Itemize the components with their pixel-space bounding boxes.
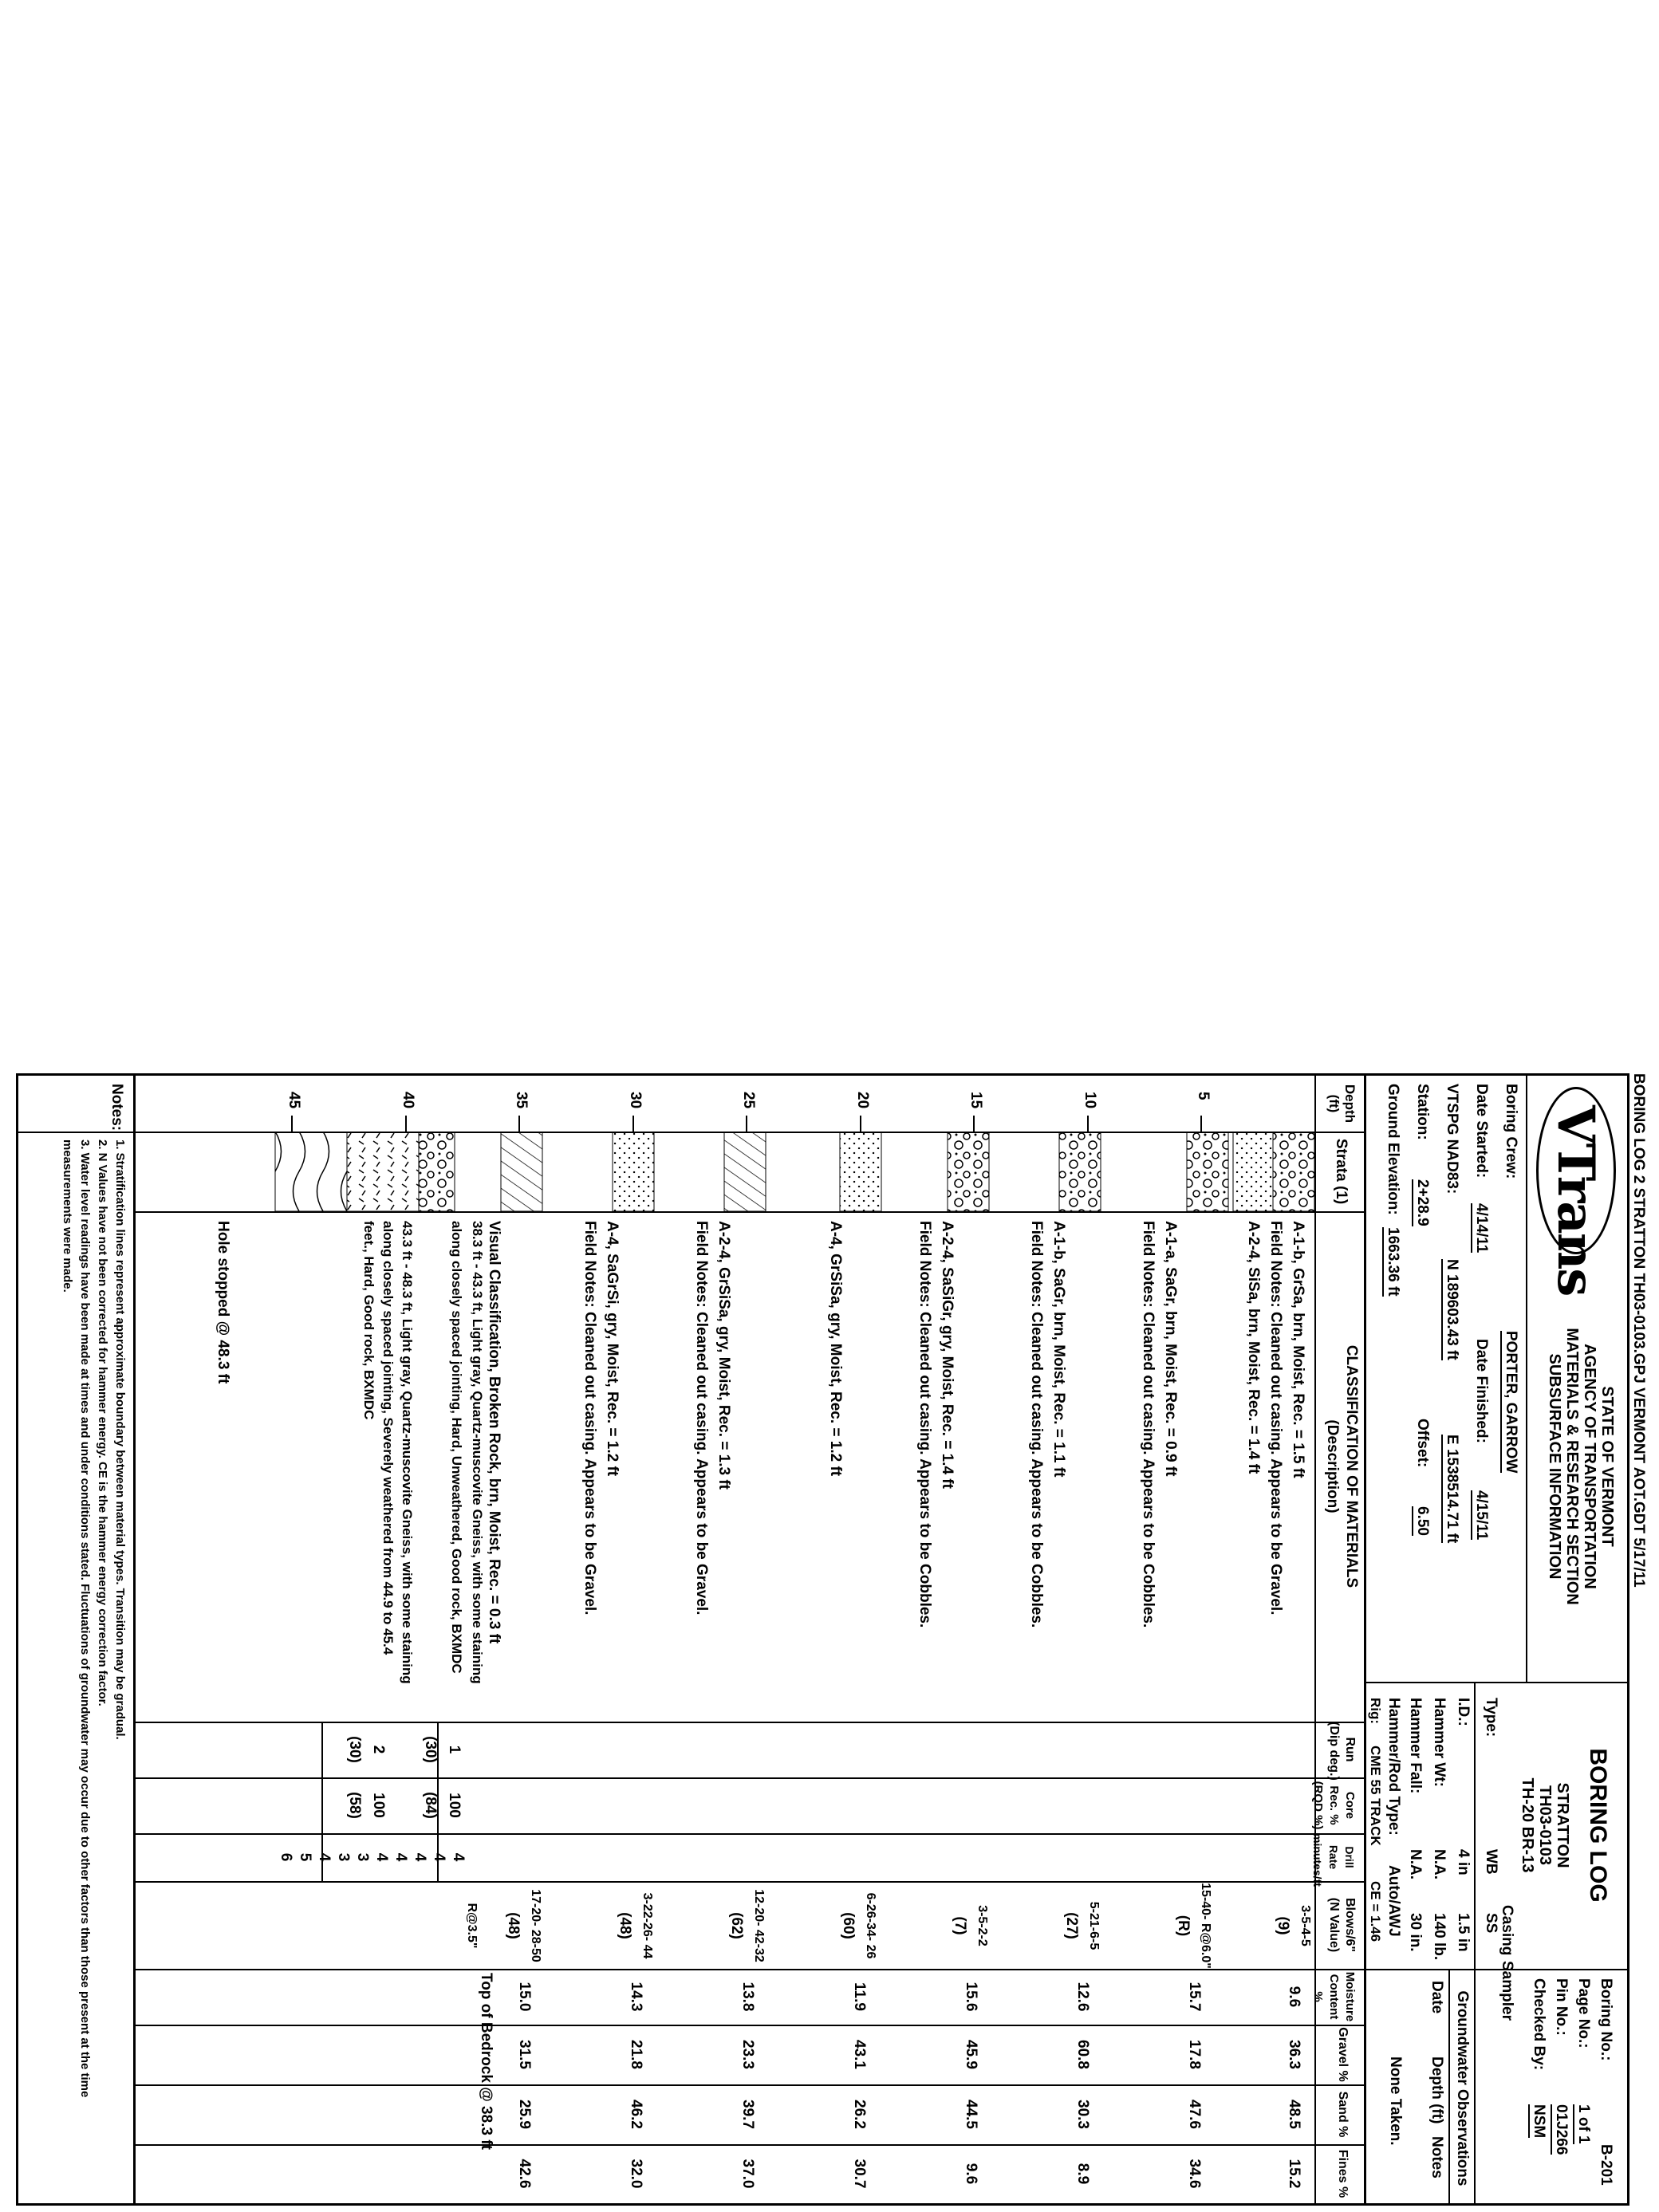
sample-n: (62)	[728, 1912, 745, 1939]
sample-fines: 9.6	[963, 2163, 979, 2185]
sample-moist: 9.6	[1286, 1986, 1302, 2008]
sample-sand: 26.2	[851, 2100, 868, 2129]
drill-rate: 4	[450, 1852, 467, 1862]
depth-tick: 5	[1195, 1092, 1212, 1100]
sample-n: (7)	[952, 1916, 968, 1935]
strata-graphics	[136, 1132, 1316, 1211]
sample-sand: 39.7	[739, 2100, 756, 2129]
sample-fines: 15.2	[1286, 2159, 1302, 2189]
sample-fines: 30.7	[851, 2159, 868, 2189]
description-line: A-4, SaGrSi, gry, Moist, Rec. = 1.2 ft	[604, 1221, 621, 1477]
sample-blows: 3-5-2-2	[975, 1905, 989, 1946]
description-line: A-4, GrSiSa, gry, Moist, Rec. = 1.2 ft	[827, 1221, 844, 1477]
pin-number: 01J266	[1551, 2104, 1570, 2155]
date-started: 4/14/11	[1471, 1203, 1490, 1253]
drill-rate: 4	[431, 1852, 447, 1862]
sample-n: (48)	[617, 1912, 633, 1939]
sample-fines: 34.6	[1186, 2159, 1203, 2189]
sample-gravel: 36.3	[1286, 2040, 1302, 2069]
sample-moist: 11.9	[851, 1982, 868, 2011]
sample-moist: 15.7	[1186, 1982, 1203, 2012]
description-line: 38.3 ft - 43.3 ft, Light gray, Quartz-muscovite Gneiss, with some staining	[470, 1221, 485, 1684]
description-line: Field Notes: Cleaned out casing. Appears to be Gravel.	[1267, 1221, 1284, 1616]
drill-rate: 3	[335, 1852, 352, 1862]
description-line: Field Notes: Cleaned out casing. Appears to be Cobbles.	[916, 1221, 933, 1628]
depth-tick: 25	[740, 1092, 758, 1109]
sample-blows: R@3.5"	[465, 1903, 479, 1949]
sample-n: (60)	[840, 1912, 857, 1939]
vtrans-logo: VTrans	[1536, 1087, 1616, 1254]
sample-sand: 30.3	[1074, 2100, 1091, 2129]
description-line: 43.3 ft - 48.3 ft, Light gray, Quartz-muscovite Gneiss, with some staining	[400, 1221, 415, 1684]
sample-moist: 15.0	[516, 1982, 533, 2012]
sample-gravel: 23.3	[739, 2040, 756, 2069]
description-line: A-1-b, GrSa, brn, Moist, Rec. = 1.5 ft	[1290, 1221, 1306, 1478]
description-line: A-1-b, SaGr, brn, Moist, Rec. = 1.1 ft	[1050, 1221, 1067, 1478]
sample-n: (9)	[1275, 1916, 1291, 1935]
sample-gravel: 43.1	[851, 2040, 868, 2069]
sample-gravel: 17.8	[1186, 2040, 1203, 2069]
drill-rate: 4	[316, 1852, 333, 1862]
sample-blows: 12-20- 42-32	[752, 1889, 766, 1962]
description-line: A-2-4, GrSiSa, gry, Moist, Rec. = 1.3 ft	[715, 1221, 732, 1490]
description-line: Field Notes: Cleaned out casing. Appears to be Gravel.	[581, 1221, 598, 1616]
bedrock-note: Top of Bedrock @ 38.3 ft	[478, 1973, 495, 2150]
log-table: Depth (ft) Strata (1) CLASSIFICATION OF MATERIALS (Description) Run (Dip deg.) Core Rec. % (RQD %) Drill Rate minutes/ft Blows/6" (N Value) Moisture Content % Gravel % Sand % Fines % 5 10 15 20 25 30 35 40 45 A-1-b, GrSa, brn, Moist, Rec. = 1.5 ft Field Notes: Cleaned out casing. Appears to be Gravel. A-2-4, SiSa, brn, Moist, Rec. = 1.4 ft A-1-a, SaGr, brn, Moist, Rec. = 0.9 ft Field Notes: Cleaned out casing. Appears to be Cobbles. A-1-b, SaGr, brn, Moist, Rec. = 1.1 ft Field Notes: Cleaned out casing. Appears to be Cobbles. A-2-4, SaSiGr, gry, Moist, Rec. = 1.4 ft Field Notes: Cleaned out casing. Appears to be Cobbles. A-4, GrSiSa, gry, Moist, Rec. = 1.2 ft A-2-4, GrSiSa, gry, Moist, Rec. = 1.3 ft Field Notes: Cleaned out casing. Appears to be Gravel. A-4, SaGrSi, gry, Moist, Rec. = 1.2 ft Field Notes: Cleaned out casing. Appears to be Gravel. Visual Classification, Broken Rock, brn, Moist, Rec. = 0.3 ft 38.3 ft - 43.3 ft, Light gray, Quartz-muscovite Gneiss, with some staining along closely spaced jointing, Hard, Unweathered, Good rock, BXMDC 43.3 ft - 48.3 ft, Light gray, Quartz-muscovite Gneiss, with some staining along closely spaced jointing, Severely weathered from 44.9 to 45.4 feet., Hard, Good rock, BXMDC Hole stopped @ 48.3 ft 1 (30) 100 (84) 2 (30) 100 (58) 4 4 4 4 4 3 3 4 5 6 3-5-4-5 (9) 9.6 36.3 48.5 15.2 15-40- R@6.0" (R) 15.7 17.8 47.6 34.6 5-21-6-5 (27) 12.6 60.8 30.3 8.9 3-5-2-2 (7) 15.6 45.9 44.5 9.6 6-26-34- 26 (60) 11.9 43.1 26.2 30.7 12-20- 42-32 (62) 13.8 23.3 39.7 37.0 3-22-26- 44 (48) 14.3 21.8 46.2 32.0 17-20- 28-50 (48) 15.0 31.5 25.9 42.6 R@3.5" Top of Bedrock @ 38.3 ft	[136, 1076, 1364, 2203]
description-line: along closely spaced jointing, Severely weathered from 44.9 to 45.4	[380, 1221, 396, 1655]
rotated-page	[12, 1073, 1647, 2212]
sample-gravel: 31.5	[516, 2040, 533, 2069]
ground-elevation: 1663.36 ft	[1382, 1227, 1401, 1297]
depth-tick: 10	[1082, 1092, 1098, 1109]
drill-rate: 5	[297, 1852, 313, 1862]
sample-n: (48)	[505, 1912, 522, 1939]
sample-gravel: 45.9	[963, 2040, 979, 2069]
drill-rate: 6	[278, 1852, 294, 1862]
sample-blows: 5-21-6-5	[1087, 1901, 1101, 1950]
depth-tick: 20	[854, 1092, 871, 1109]
sample-gravel: 60.8	[1074, 2040, 1091, 2069]
description-line: A-2-4, SiSa, brn, Moist, Rec. = 1.4 ft	[1245, 1221, 1262, 1474]
doc-title: BORING LOG	[1585, 1748, 1611, 1903]
date-finished: 4/15/11	[1471, 1490, 1490, 1540]
station: 2+28.9	[1412, 1179, 1431, 1226]
depth-tick: 30	[627, 1092, 644, 1109]
boring-crew: PORTER, GARROW	[1500, 1331, 1519, 1473]
sample-sand: 44.5	[963, 2100, 979, 2129]
northing: N 189603.43 ft	[1441, 1259, 1460, 1360]
depth-tick: 35	[513, 1092, 530, 1109]
description-line: Field Notes: Cleaned out casing. Appears to be Cobbles.	[1028, 1221, 1045, 1628]
sample-moist: 12.6	[1074, 1982, 1091, 2012]
groundwater-value: None Taken.	[1387, 2057, 1404, 2146]
description-line: along closely spaced jointing, Hard, Unweathered, Good rock, BXMDC	[449, 1221, 464, 1674]
description-line: Visual Classification, Broken Rock, brn, Moist, Rec. = 0.3 ft	[486, 1221, 502, 1644]
sample-fines: 37.0	[739, 2159, 756, 2189]
sample-sand: 25.9	[516, 2100, 533, 2129]
boring-number: B-201	[1598, 2144, 1614, 2186]
notes-block: Notes: 1. Stratification lines represent approximate boundary between material types. Transition may be gradual. 2. N Values have not been corrected for hammer energy. CE is the hammer energy correction factor. 3. Water level readings have been made at times and under conditions stated. Fluctuations of groundwater may occur due to other factors than those present at the time measurements were made.	[18, 1076, 136, 2203]
file-header: BORING LOG 2 STRATTON TH03-0103.GPJ VERMONT AOT.GDT 5/17/11	[1630, 1073, 1647, 1588]
sample-fines: 42.6	[516, 2159, 533, 2189]
depth-tick: 40	[400, 1092, 416, 1109]
offset: 6.50	[1412, 1506, 1431, 1536]
page-number: 1 of 1	[1573, 2104, 1592, 2144]
drill-rate: 3	[354, 1852, 371, 1862]
sample-sand: 48.5	[1286, 2100, 1302, 2129]
drill-rate: 4	[412, 1852, 428, 1862]
sample-blows: 15-40- R@6.0"	[1199, 1883, 1212, 1969]
agency-block: STATE OF VERMONT AGENCY OF TRANSPORTATION MATERIALS & RESEARCH SECTION SUBSURFACE INFORMATION	[1546, 1328, 1616, 1605]
description-line: Field Notes: Cleaned out casing. Appears to be Gravel.	[693, 1221, 710, 1616]
description-line: Field Notes: Cleaned out casing. Appears to be Cobbles.	[1140, 1221, 1157, 1628]
sample-moist: 15.6	[963, 1982, 979, 2012]
sample-n: (27)	[1063, 1912, 1080, 1939]
description-line: feet., Hard, Good rock, BXMDC	[361, 1221, 376, 1420]
drill-rate: 4	[373, 1852, 390, 1862]
depth-tick: 15	[967, 1092, 985, 1109]
drill-rate: 4	[392, 1852, 409, 1862]
sample-gravel: 21.8	[628, 2040, 644, 2069]
header-block: VTrans STATE OF VERMONT AGENCY OF TRANSPORTATION MATERIALS & RESEARCH SECTION SUBSURFACE INFORMATION BORING LOG STRATTON TH03-0103 TH-20 BR-13 Boring No.: B-201 Page No.: 1 of 1 Pin No.: 01J266 Checked By: NSM Boring Crew: PORTER, GARROW Date Started: 4/14/11 Date Finished: 4/15/11 VTSPG NAD83: N 189603.43 ft E 1538514.71 ft Station: 2+28.9 Offset: 6.50 Ground Elevation: 1663.36 ft Casing Sampler Type: WB SS I.D.: 4 in 1.5 in Hammer Wt: N.A. 140 lb. Hammer Fall: N.A. 30 in. Hammer/Rod Type: Auto/AWJ Rig: CME 55 TRACK CE = 1.46 Groundwater Observations Date Depth (ft) Notes None Taken.	[1364, 1076, 1627, 2203]
checked-by: NSM	[1528, 2104, 1547, 2138]
sample-fines: 8.9	[1074, 2163, 1091, 2185]
sample-sand: 47.6	[1186, 2100, 1203, 2129]
sample-blows: 3-5-4-5	[1298, 1905, 1312, 1946]
sample-moist: 14.3	[628, 1982, 644, 2012]
easting: E 1538514.71 ft	[1441, 1435, 1460, 1543]
sample-blows: 3-22-26- 44	[640, 1892, 654, 1959]
sample-moist: 13.8	[739, 1982, 756, 2012]
depth-tick: 45	[286, 1092, 303, 1109]
sample-blows: 17-20- 28-50	[529, 1889, 542, 1962]
sample-blows: 6-26-34- 26	[864, 1892, 877, 1959]
sample-fines: 32.0	[628, 2159, 644, 2189]
log-frame	[16, 1073, 1629, 2206]
description-line: A-1-a, SaGr, brn, Moist, Rec. = 0.9 ft	[1162, 1221, 1179, 1477]
sample-sand: 46.2	[628, 2100, 644, 2129]
project-block: STRATTON TH03-0103 TH-20 BR-13	[1519, 1777, 1571, 1873]
sample-n: (R)	[1175, 1915, 1192, 1937]
description-line: Hole stopped @ 48.3 ft	[215, 1221, 231, 1384]
description-line: A-2-4, SaSiGr, gry, Moist, Rec. = 1.4 ft	[939, 1221, 956, 1489]
